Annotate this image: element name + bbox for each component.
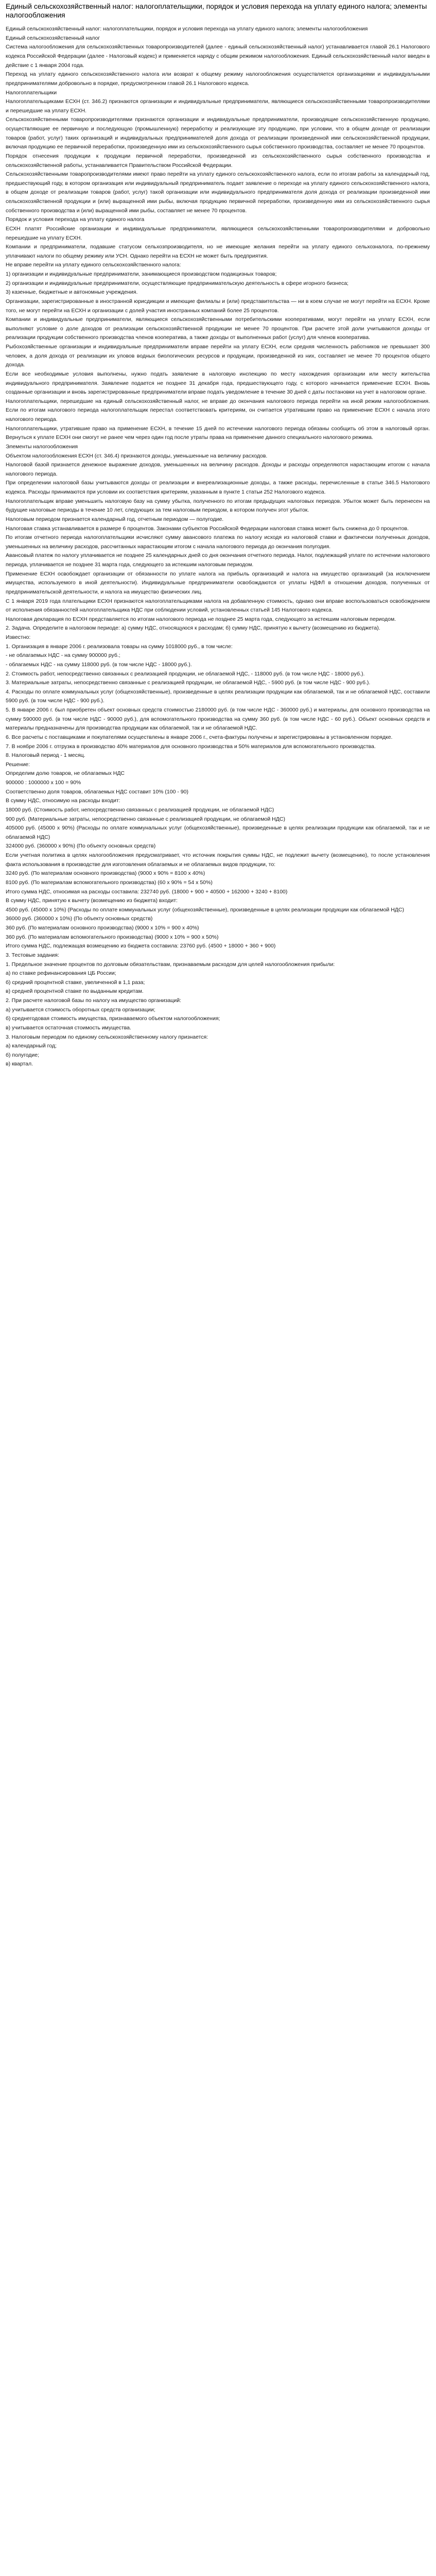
solution-section: Определим долю товаров, не облагаемых НДС 900000 : 1000000 х 100 = 90% Соответственно доля товаров, облагаемых НДС составит 10% (100 - 90) В сумму НДС, относимую на расходы входит: 18000 руб. (Стоимость работ, непосредственно связанных с реализацией продукции, не облагаемой НДС) 900 руб. (Материальные затраты, непосредственно связанные с реализацией продукции, не облагаемой НДС) 405000 руб. (45000 х 90%) (Расходы по оплате коммунальных услуг (общехозяйственные), произведенные в целях реализации продукции как облагаемой, так и не облагаемой НДС) 324000 руб. (360000 х 90%) (По объекту основных средств) Если учетная политика в целях налогообложения предусматривает, что источник покрытия суммы НДС, не подлежит вычету (возмещению), то после установления факта использования в производстве для изготовления облагаемых и не облагаемых видов продукции, то: 3240 руб. (По материалам основного производства) (9000 х 90% = 8100 х 40%) 8100 руб. (По материалам вспомогательного производства) (60 х 90% = 54 х 50%) Итого сумма НДС, относимая на расходы составила: 232740 руб. (18000 + 900 + 40500 + 162000 + 3240 + 8100) В сумму НДС, принятую к вычету (возмещению из бюджета) входит: 4500 руб. (45000 х 10%) (Расходы по оплате коммунальных услуг (общехозяйственные), произведенные в целях реализации продукции как облагаемой НДС) 36000 руб. (360000 х 10%) (По объекту основных средств) 360 руб. (По материалам основного производства) (9000 х 10% = 900 х 40%) 360 руб. (По материалам вспомогательного производства) (9000 х 10% = 900 х 50%) Итого сумма НДС, подлежащая возмещению из бюджета составила: 23760 руб. (4500 + 18000 + 360 + 900) <box>6 770 430 950</box>
article-body: Единый сельскохозяйственный налог: налогоплательщики, порядок и условия перехода на уплату единого налога; элементы налогообложения Единый сельскохозяйственный налог Система налогообложения для сельскохозяйственных товаропроизводителей (далее - единый сельскохозяйственный налог) устанавливается главой 26.1 Налогового кодекса Российской Федерации (далее - Налоговый кодекс) и применяется наряду с общим режимом налогообложения. Единый сельскохозяйственный налог введен в действие с 1 января 2004 года. Переход на уплату единого сельскохозяйственного налога или возврат к общему режиму налогообложения осуществляется организациями и индивидуальными предпринимателями добровольно в порядке, предусмотренном главой 26.1 Налогового кодекса. Налогоплательщики Налогоплательщиками ЕСХН (ст. 346.2) признаются организации и индивидуальные предприниматели, являющиеся сельскохозяйственными товаропроизводителями и перешедшие на уплату ЕСХН. Сельскохозяйственными товаропроизводителями признаются организации и индивидуальные предприниматели, производящие сельскохозяйственную продукцию, осуществляющие ее первичную и последующую (промышленную) переработку и реализующие эту продукцию, при условии, что в общем доходе от реализации товаров (работ, услуг) таких организаций и индивидуальных предпринимателей доля дохода от реализации произведенной ими сельскохозяйственной продукции, включая продукцию ее первичной переработки, произведенную ими из сельскохозяйственного сырья собственного производства, составляет не менее 70 процентов. Порядок отнесения продукции к продукции первичной переработки, произведенной из сельскохозяйственного сырья собственного производства и сельскохозяйственной работы, устанавливается Правительством Российской Федерации. Сельскохозяйственными товаропроизводителями имеют право перейти на уплату единого сельскохозяйственного налога, если по итогам работы за календарный год, предшествующий году, в котором организация или индивидуальный предприниматель подает заявление о переходе на уплату единого сельскохозяйственного налога, в общем доходе от реализации товаров (работ, услуг) такой организации или индивидуального предпринимателя доля дохода от реализации произведенной ими сельскохозяйственной продукции и (или) выращенной ими рыбы, включая продукцию первичной переработки, произведенную ими из сельскохозяйственного сырья собственного производства и (или) выращенной ими рыбы, составляет не менее 70 процентов. Порядок и условия перехода на уплату единого налога ЕСХН платят Российские организации и индивидуальные предприниматели, являющиеся сельскохозяйственными товаропроизводителями и добровольно перешедшие на уплату ЕСХН. Компании и предприниматели, подавшие статусом сельхозпроизводителя, но не имеющие желания перейти на уплату единого сельхозналога, по-прежнему уплачивают налоги по общему режиму или УСН. Однако перейти на ЕСХН не может быть предприятия. Не вправе перейти на уплату единого сельскохозяйственного налога: 1) организации и индивидуальные предприниматели, занимающиеся производством подакцизных товаров; 2) организации и индивидуальные предприниматели, осуществляющие предпринимательскую деятельность в сфере игорного бизнеса; 3) казенные, бюджетные и автономные учреждения. Организации, зарегистрированные в иностранной юрисдикции и имеющие филиалы и (или) представительства — ни в коем случае не могут перейти на ЕСХН. Кроме того, не могут перейти на ЕСХН и организации с долей участия иностранных компаний более 25 процентов. Компании и индивидуальные предприниматели, являющиеся сельскохозяйственными потребительскими кооперативами, могут перейти на уплату ЕСХН, если выполняют условие о доле доходов от реализации сельскохозяйственной продукции не менее 70 процентов. При расчете этой доли учитываются доходы от реализации продукции собственного производства членов кооператива, а также доходы от выполненных работ (услуг) для членов кооператива. Рыбохозяйственные организации и индивидуальные предприниматели вправе перейти на уплату ЕСХН, если средняя численность работников не превышает 300 человек, а доля дохода от реализации их уловов водных биологических ресурсов и продукции, произведенной из них, составляет не менее 70 процентов общего дохода. Если все необходимые условия выполнены, нужно подать заявление в налоговую инспекцию по месту нахождения организации или месту жительства индивидуального предпринимателя. Заявление подается не позднее 31 декабря года, предшествующего году, с которого начинается применение ЕСХН. Вновь созданные организации и вновь зарегистрированные предприниматели вправе подать уведомление в течение 30 дней с даты постановки на учет в налоговом органе. Налогоплательщики, перешедшие на единый сельскохозяйственный налог, не вправе до окончания налогового периода перейти на иной режим налогообложения. Если по итогам налогового периода налогоплательщик перестал соответствовать критериям, он считается утратившим право на применение ЕСХН с начала этого налогового периода. Налогоплательщики, утратившие право на применение ЕСХН, в течение 15 дней по истечении налогового периода обязаны сообщить об этом в налоговый орган. Вернуться к уплате ЕСХН они смогут не ранее чем через один год после утраты права на применение данного специального налогового режима. Элементы налогообложения Объектом налогообложения ЕСХН (ст. 346.4) признаются доходы, уменьшенные на величину расходов. Налоговой базой признается денежное выражение доходов, уменьшенных на величину расходов. Доходы и расходы определяются нарастающим итогом с начала налогового периода. При определении налоговой базы учитываются доходы от реализации и внереализационные доходы, а также расходы, перечисленные в статье 346.5 Налогового кодекса. Расходы принимаются при условии их соответствия критериям, указанным в пункте 1 статьи 252 Налогового кодекса. Налогоплательщик вправе уменьшить налоговую базу на сумму убытка, полученного по итогам предыдущих налоговых периодов. Убыток может быть перенесен на будущие налоговые периоды в течение 10 лет, следующих за тем налоговым периодом, в котором получен этот убыток. Налоговым периодом признается календарный год, отчетным периодом — полугодие. Налоговая ставка устанавливается в размере 6 процентов. Законами субъектов Российской Федерации налоговая ставка может быть снижена до 0 процентов. По итогам отчетного периода налогоплательщики исчисляют сумму авансового платежа по налогу исходя из налоговой ставки и фактически полученных доходов, уменьшенных на величину расходов, рассчитанных нарастающим итогом с начала налогового периода до окончания полугодия. Авансовый платеж по налогу уплачивается не позднее 25 календарных дней со дня окончания отчетного периода. Налог, подлежащий уплате по истечении налогового периода, уплачивается не позднее 31 марта года, следующего за истекшим налоговым периодом. Применение ЕСХН освобождает организации от обязанности по уплате налога на прибыль организаций и налога на имущество организаций (за исключением имущества, используемого в иной деятельности). Индивидуальные предприниматели освобождаются от уплаты НДФЛ в отношении доходов, полученных от предпринимательской деятельности, и налога на имущество физических лиц. С 1 января 2019 года плательщики ЕСХН признаются налогоплательщиками налога на добавленную стоимость, однако они вправе воспользоваться освобождением от исполнения обязанностей налогоплательщика НДС при соблюдении условий, установленных статьей 145 Налогового кодекса. Налоговая декларация по ЕСХН представляется по итогам налогового периода не позднее 25 марта года, следующего за истекшим налоговым периодом. <box>6 26 430 622</box>
task-section: 2. Задача. Определите в налоговом периоде: а) сумму НДС, относящуюся к расходам; б) сумму НДС, принятую к вычету (возмещению из бюджета). Известно: 1. Организация в январе 2006 г. реализовала товары на сумму 1018000 руб., в том числе: - не облагаемых НДС - на сумму 900000 руб.; - облагаемых НДС - на сумму 118000 руб. (в том числе НДС - 18000 руб.). 2. Стоимость работ, непосредственно связанных с реализацией продукции, не облагаемой НДС, - 118000 руб. (в том числе НДС - 18000 руб.). 3. Материальные затраты, непосредственно связанные с реализацией продукции, не облагаемой НДС, - 5900 руб. (в том числе НДС - 900 руб.). 4. Расходы по оплате коммунальных услуг (общехозяйственные), произведенные в целях реализации продукции как облагаемой, так и не облагаемой НДС, составили 5900 руб. (в том числе НДС - 900 руб.). 5. В январе 2006 г. был приобретен объект основных средств стоимостью 2180000 руб. (в том числе НДС - 360000 руб.) и материалы, для основного производства на сумму 590000 руб. (в том числе НДС - 90000 руб.), для вспомогательного производства на сумму 360 руб. (в том числе НДС - 60 руб.). Объект основных средств и материалы предназначены для производства продукции как облагаемой, так и не облагаемой НДС. 6. Все расчеты с поставщиками и покупателями осуществлены в январе 2006 г., счета-фактуры получены и зарегистрированы в установленном порядке. 7. В ноябре 2006 г. отгрузка в производство 40% материалов для основного производства и 50% материалов для вспомогательного производства. 8. Налоговый период - 1 месяц. <box>6 625 430 759</box>
page-title: Единый сельскохозяйственный налог: налогоплательщики, порядок и условия перехода на уплату единого налога; элементы налогообложения <box>6 2 427 20</box>
solution-heading: Решение: <box>6 761 30 768</box>
tests-section: 3. Тестовые задания: 1. Предельное значение процентов по долговым обязательствам, признаваемым расходом для целей налогообложения прибыли: а) по ставке рефинансирования ЦБ России; б) средний процентной ставке, увеличенной в 1,1 раза; в) средней процентной ставке по выданным кредитам. 2. При расчете налоговой базы по налогу на имущество организаций: а) учитывается стоимость оборотных средств организации; б) среднегодовая стоимость имущества, признаваемого объектом налогообложения; в) учитывается остаточная стоимость имущества. 3. Налоговым периодом по единому сельскохозяйственному налогу признается: а) календарный год; б) полугодие; в) квартал. <box>6 952 335 1067</box>
document <box>0 0 436 1069</box>
